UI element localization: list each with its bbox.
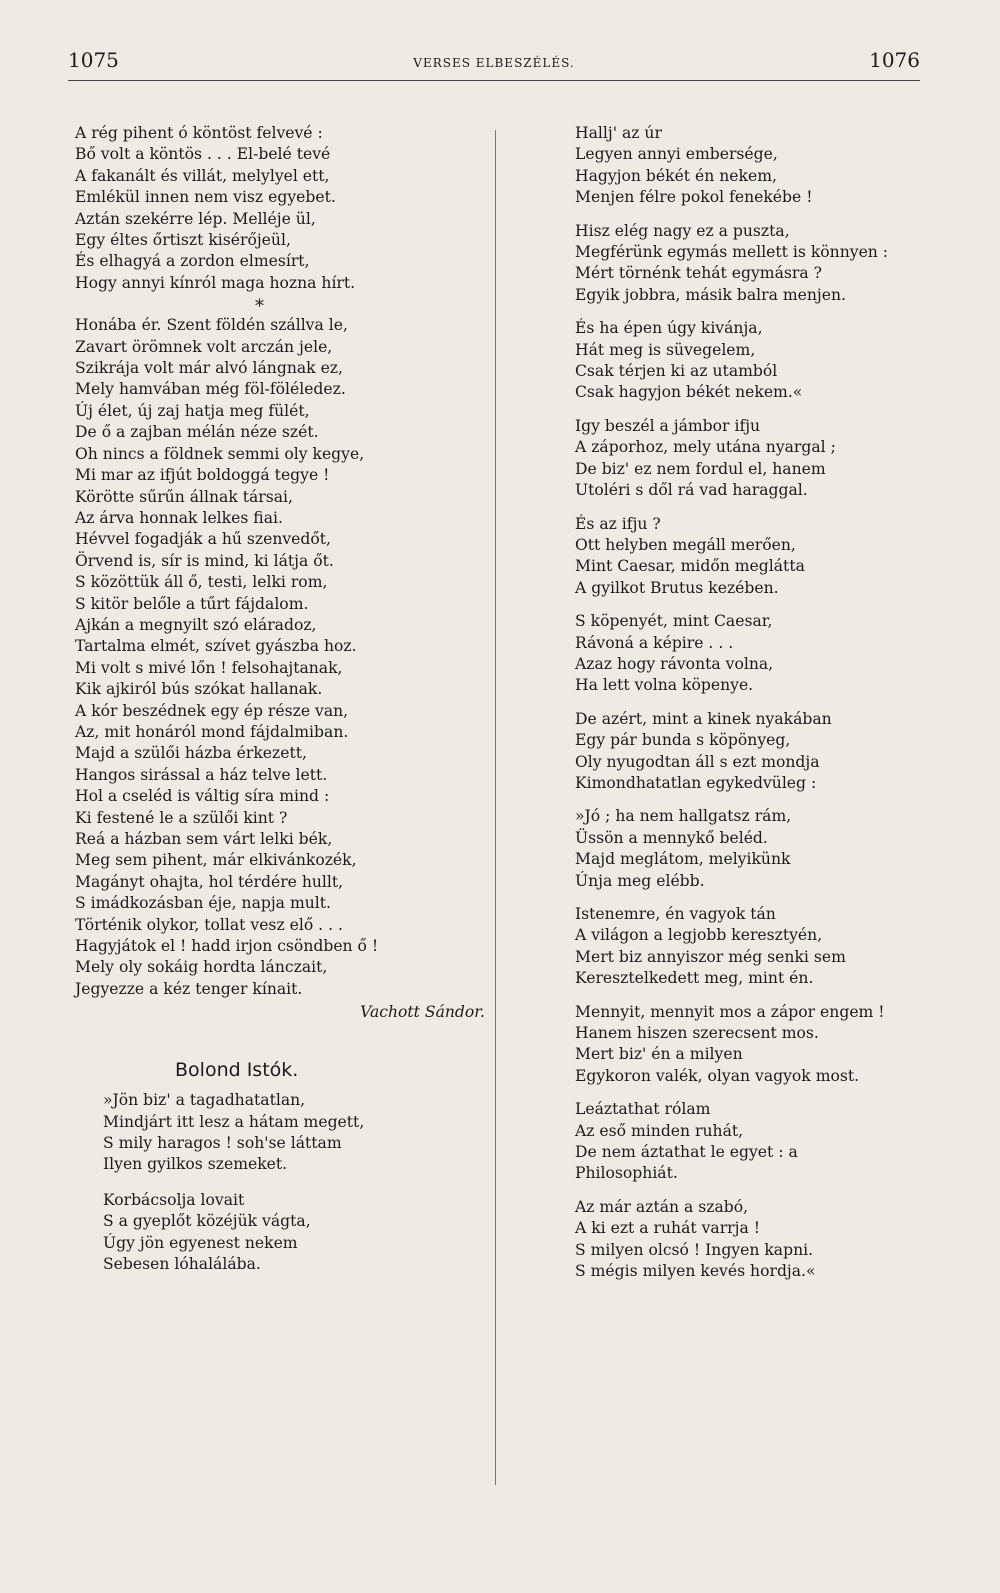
verse-line: S közöttük áll ő, testi, lelki rom, xyxy=(75,573,328,592)
stanza xyxy=(575,1197,955,1283)
verse-line: Csak térjen ki az utamból xyxy=(575,362,778,381)
verse-line: Jegyezze a kéz tenger kínait. xyxy=(75,979,303,998)
verse-line: S kitör belőle a tűrt fájdalom. xyxy=(75,594,309,613)
running-header xyxy=(68,44,920,81)
verse-line: Az eső minden ruhát, xyxy=(575,1121,744,1140)
verse-line: Az, mit honáról mond fájdalmiban. xyxy=(75,722,349,741)
running-title: VERSES ELBESZÉLÉS. xyxy=(413,56,575,70)
verse-line: De azért, mint a kinek nyakában xyxy=(575,709,832,728)
verse-line: Mert biz' én a milyen xyxy=(575,1045,743,1064)
verse-line: De nem áztathat le egyet : a xyxy=(575,1143,798,1162)
verse-line: Szikrája volt már alvó lángnak ez, xyxy=(75,359,343,378)
verse-line: Igy beszél a jámbor ifju xyxy=(575,416,761,435)
author-signature: Vachott Sándor. xyxy=(360,1003,485,1022)
verse-line: Történik olykor, tollat vesz elő . . . xyxy=(75,915,343,934)
verse-line: A gyilkot Brutus kezében. xyxy=(575,578,779,597)
verse-line: És az ifju ? xyxy=(575,514,661,533)
verse-line: Mindjárt itt lesz a hátam megett, xyxy=(103,1112,365,1131)
left-column xyxy=(75,123,485,1276)
verse-line: Oh nincs a földnek semmi oly kegye, xyxy=(75,444,365,463)
stanza xyxy=(575,1002,955,1088)
verse-line: Üssön a mennykő beléd. xyxy=(575,828,768,847)
verse-line: Mennyit, mennyit mos a zápor engem ! xyxy=(575,1002,885,1021)
verse-line: Philosophiát. xyxy=(575,1164,678,1183)
verse-line: Hanem hiszen szerecsent mos. xyxy=(575,1024,819,1043)
verse-line: Hisz elég nagy ez a puszta, xyxy=(575,221,790,240)
verse-line: Menjen félre pokol fenekébe ! xyxy=(575,188,813,207)
verse-line: Mint Caesar, midőn meglátta xyxy=(575,557,805,576)
verse-line: A ki ezt a ruhát varrja ! xyxy=(575,1219,760,1238)
verse-line: Egy pár bunda s köpönyeg, xyxy=(575,731,791,750)
verse-line: Ott helyben megáll merően, xyxy=(575,535,796,554)
poem-ending-part-2 xyxy=(75,315,485,1000)
verse-line: »Jön biz' a tagadhatatlan, xyxy=(103,1091,306,1110)
verse-line: Kik ajkiról bús szókat hallanak. xyxy=(75,680,323,699)
verse-line: Aztán szekérre lép. Melléje ül, xyxy=(75,209,316,228)
verse-line: Körötte sűrűn állnak társai, xyxy=(75,487,294,506)
left-page-number: 1075 xyxy=(68,48,119,72)
stanza xyxy=(575,806,955,892)
verse-line: Rávoná a képire . . . xyxy=(575,633,734,652)
verse-line: Reá a házban sem várt lelki bék, xyxy=(75,830,333,848)
stanza xyxy=(75,1090,485,1176)
stanza xyxy=(575,123,955,209)
verse-line: Sebesen lóhalálába. xyxy=(103,1255,261,1274)
verse-line: S mégis milyen kevés hordja.« xyxy=(575,1262,816,1281)
verse-line: Zavart örömnek volt arczán jele, xyxy=(75,337,333,356)
verse-line: Mi volt s mivé lőn ! felsohajtanak, xyxy=(75,658,343,677)
verse-line: Egykoron valék, olyan vagyok most. xyxy=(575,1066,860,1085)
verse-line: S milyen olcsó ! Ingyen kapni. xyxy=(575,1240,814,1259)
verse-line: Azaz hogy rávonta volna, xyxy=(575,654,774,673)
verse-line: Oly nyugodtan áll s ezt mondja xyxy=(575,752,820,771)
verse-line: Örvend is, sír is mind, ki látja őt. xyxy=(75,551,334,570)
verse-line: S köpenyét, mint Caesar, xyxy=(575,612,773,631)
stanza xyxy=(575,611,955,697)
verse-line: Mely hamvában még föl-föléledez. xyxy=(75,380,346,399)
stanza xyxy=(575,416,955,502)
verse-line: Hallj' az úr xyxy=(575,124,662,142)
stanza xyxy=(75,1190,485,1276)
verse-line: Egy éltes őrtiszt kisérőjeül, xyxy=(75,231,291,250)
verse-line: Majd a szülői házba érkezett, xyxy=(75,744,307,763)
stanza xyxy=(575,1099,955,1185)
verse-line: A fakanált és villát, melylyel ett, xyxy=(75,166,330,185)
verse-line: Ilyen gyilkos szemeket. xyxy=(103,1155,288,1174)
verse-line: Hogy annyi kínról maga hozna hírt. xyxy=(75,273,356,292)
poem-ending-part-1 xyxy=(75,123,485,294)
verse-line: Ajkán a megnyilt szó eláradoz, xyxy=(75,615,317,634)
verse-line: Új élet, új zaj hatja meg fülét, xyxy=(75,401,310,420)
verse-line: Keresztelkedett meg, mint én. xyxy=(575,969,814,988)
stanza xyxy=(575,221,955,307)
verse-line: Megférünk egymás mellett is könnyen : xyxy=(575,243,889,262)
verse-line: Mi mar az ifjút boldoggá tegye ! xyxy=(75,466,330,485)
verse-line: Mert biz annyiszor még senki sem xyxy=(575,947,846,966)
verse-line: »Jó ; ha nem hallgatsz rám, xyxy=(575,807,792,826)
verse-line: Hol a cseléd is váltig síra mind : xyxy=(75,787,330,806)
verse-line: Ha lett volna köpenye. xyxy=(575,676,754,695)
verse-line: Csak hagyjon békét nekem.« xyxy=(575,383,803,402)
verse-line: Ki festené le a szülői kint ? xyxy=(75,808,288,827)
verse-line: Majd meglátom, melyikünk xyxy=(575,850,791,869)
right-page-number: 1076 xyxy=(869,48,920,72)
verse-line: A kór beszédnek egy ép része van, xyxy=(75,701,349,720)
verse-line: Legyen annyi embersége, xyxy=(575,145,778,164)
verse-line: Hagyjon békét én nekem, xyxy=(575,166,777,185)
column-divider xyxy=(495,130,496,1485)
verse-line: Magányt ohajta, hol térdére hullt, xyxy=(75,872,344,891)
stanza xyxy=(575,904,955,990)
verse-line: Hévvel fogadják a hű szenvedőt, xyxy=(75,530,331,549)
verse-line: Hagyjátok el ! hadd irjon csöndben ő ! xyxy=(75,937,379,956)
verse-line: Utoléri s dől rá vad haraggal. xyxy=(575,481,808,500)
stanza xyxy=(575,709,955,795)
verse-line: Emlékül innen nem visz egyebet. xyxy=(75,188,336,207)
verse-line: De ő a zajban mélán néze szét. xyxy=(75,423,319,442)
right-column xyxy=(575,123,955,1283)
verse-line: A záporhoz, mely utána nyargal ; xyxy=(575,438,836,457)
verse-line: Mért törnénk tehát egymásra ? xyxy=(575,264,822,283)
verse-line: A világon a legjobb keresztyén, xyxy=(575,926,823,945)
stanza xyxy=(575,318,955,404)
verse-line: Leáztathat rólam xyxy=(575,1100,711,1119)
verse-line: Kimondhatatlan egykedvüleg : xyxy=(575,773,817,792)
verse-line: És ha épen úgy kivánja, xyxy=(575,319,763,338)
poem-title: Bolond Istók. xyxy=(175,1059,299,1082)
verse-line: Hangos sirással a ház telve lett. xyxy=(75,765,328,784)
verse-line: Hát meg is süvegelem, xyxy=(575,340,756,359)
verse-line: Tartalma elmét, szívet gyászba hoz. xyxy=(75,637,357,656)
stanza xyxy=(575,514,955,600)
verse-line: Úgy jön egyenest nekem xyxy=(103,1233,298,1252)
verse-line: A rég pihent ó köntöst felvevé : xyxy=(75,124,323,142)
section-star: * xyxy=(255,296,264,318)
verse-line: Istenemre, én vagyok tán xyxy=(575,905,776,923)
verse-line: Egyik jobbra, másik balra menjen. xyxy=(575,285,846,304)
verse-line: Korbácsolja lovait xyxy=(103,1190,245,1209)
verse-line: S a gyeplőt közéjük vágta, xyxy=(103,1212,311,1231)
verse-line: Meg sem pihent, már elkivánkozék, xyxy=(75,851,357,870)
verse-line: Bő volt a köntös . . . El-belé tevé xyxy=(75,145,331,164)
verse-line: Mely oly sokáig hordta lánczait, xyxy=(75,958,328,977)
verse-line: Únja meg elébb. xyxy=(575,871,705,890)
verse-line: Az már aztán a szabó, xyxy=(575,1197,749,1216)
verse-line: Az árva honnak lelkes fiai. xyxy=(75,508,283,527)
verse-line: Honába ér. Szent földén szállva le, xyxy=(75,316,348,335)
verse-line: De biz' ez nem fordul el, hanem xyxy=(575,459,826,478)
verse-line: S imádkozásban éje, napja mult. xyxy=(75,894,331,913)
verse-line: S mily haragos ! soh'se láttam xyxy=(103,1134,342,1153)
verse-line: És elhagyá a zordon elmesírt, xyxy=(75,252,310,271)
